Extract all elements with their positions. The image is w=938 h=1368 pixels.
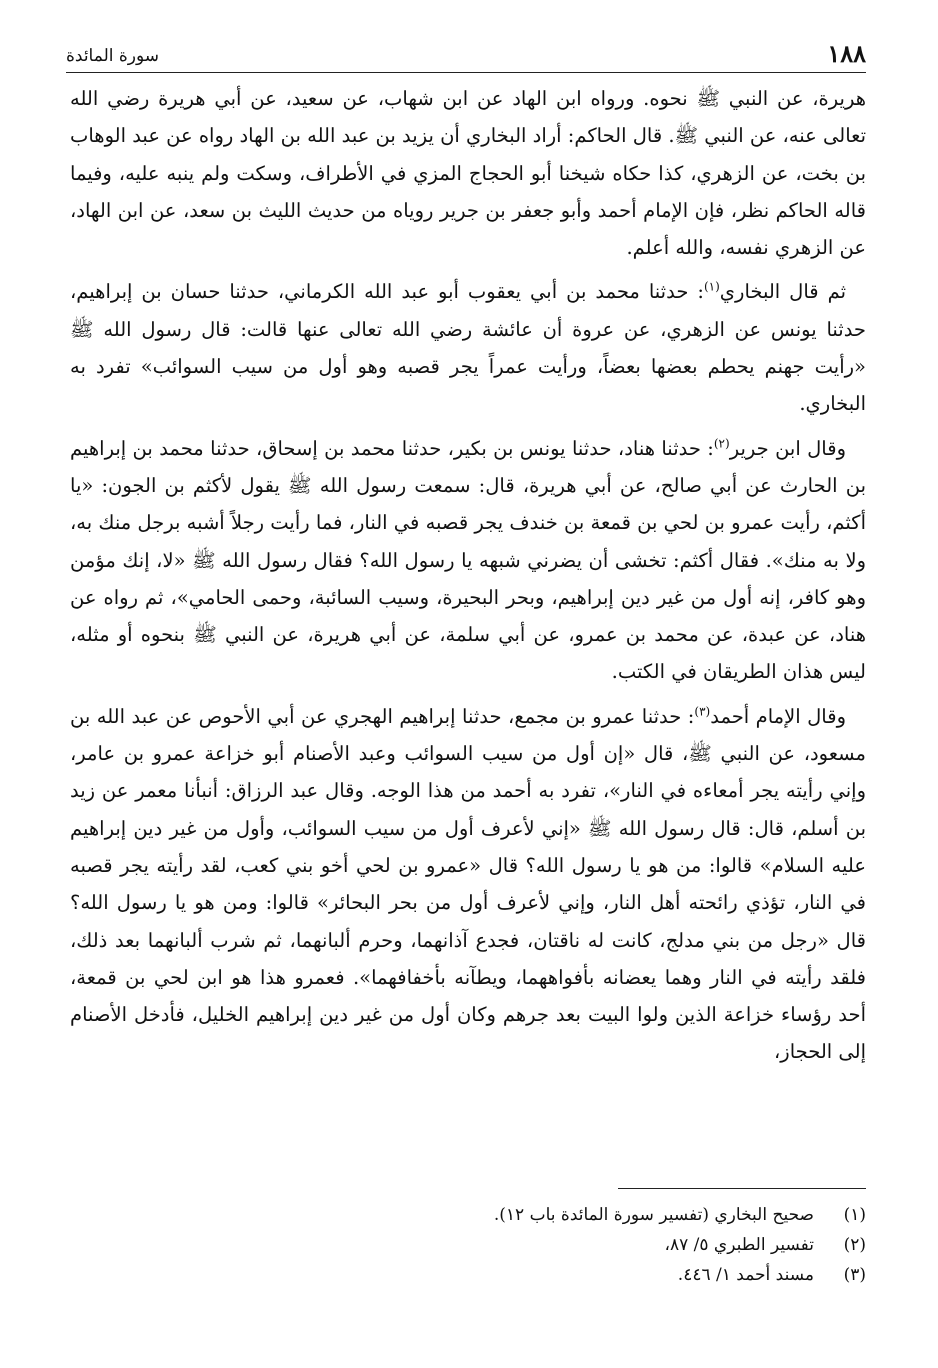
paragraph-4-lead: وقال الإمام أحمد [710, 704, 846, 728]
footnotes [266, 1200, 866, 1290]
paragraph-3-lead: وقال ابن جرير [729, 436, 846, 460]
footnote-ref-2[interactable]: (٢) [713, 436, 730, 451]
footnote-text: تفسير الطبري ٥/ ٨٧، [664, 1235, 814, 1255]
paragraph-4 [70, 698, 866, 1071]
footnote-ref-3[interactable]: (٣) [694, 704, 711, 719]
page-number: ١٨٨ [827, 39, 866, 68]
paragraph-3-text: : حدثنا هناد، حدثنا يونس بن بكير، حدثنا محمد بن إسحاق، حدثنا محمد بن إبراهيم بن الحارث عن أبي صالح، عن أبي هريرة، قال: سمعت رسول الله ﷺ يقول لأكثم بن الجون: «يا أكثم، رأيت عمرو بن لحي بن قمعة بن خندف يجر قصبه في النار، فما رأيت رجلاً أشبه برجل منك به، ولا به منك». فقال أكثم: تخشى أن يضرني شبهه يا رسول الله؟ فقال رسول الله ﷺ «لا، إنك مؤمن وهو كافر، إنه أول من غير دين إبراهيم، وبحر البحيرة، وسيب السائبة، وحمى الحامي»، ثم رواه عن هناد، عن عبدة، عن محمد بن عمرو، عن أبي سلمة، عن أبي هريرة، عن النبي ﷺ بنحوه أو مثله، ليس هذان الطريقان في الكتب. [70, 436, 866, 684]
footnote-3 [266, 1260, 866, 1290]
paragraph-2 [70, 273, 866, 422]
footnote-ref-1[interactable]: (١) [703, 279, 720, 294]
main-text [70, 80, 866, 1071]
footnote-text: صحيح البخاري (تفسير سورة المائدة باب ١٢). [493, 1205, 814, 1225]
paragraph-2-lead: ثم قال البخاري [719, 280, 846, 304]
footnote-number: (٢) [843, 1235, 866, 1255]
footnote-2 [266, 1230, 866, 1260]
paragraph-2-text: : حدثنا محمد بن أبي يعقوب أبو عبد الله الكرماني، حدثنا حسان بن إبراهيم، حدثنا يونس عن الزهري، عن عروة أن عائشة رضي الله تعالى عنها قالت: قال رسول الله ﷺ «رأيت جهنم يحطم بعضها بعضاً، ورأيت عمراً يجر قصبه وهو أول من سيب السوائب» تفرد به البخاري. [70, 280, 866, 416]
page-header [66, 38, 866, 73]
footnote-divider [618, 1188, 866, 1189]
footnote-number: (١) [843, 1205, 866, 1225]
footnote-1 [266, 1200, 866, 1230]
paragraph-3 [70, 430, 866, 691]
footnote-number: (٣) [843, 1265, 866, 1285]
surah-name: سورة المائدة [66, 46, 160, 66]
paragraph-4-text: : حدثنا عمرو بن مجمع، حدثنا إبراهيم الهجري عن أبي الأحوص عن عبد الله بن مسعود، عن النبي ﷺ، قال «إن أول من سيب السوائب وعبد الأصنام أبو خزاعة عمرو بن عامر، وإني رأيته يجر أمعاءه في النار»، تفرد به أحمد من هذا الوجه. وقال عبد الرزاق: أنبأنا معمر عن زيد بن أسلم، قال: قال رسول الله ﷺ «إني لأعرف أول من سيب السوائب، وأول من غير دين إبراهيم عليه السلام» قالوا: من هو يا رسول الله؟ قال «عمرو بن لحي أخو بني كعب، لقد رأيته يجر قصبه في النار، تؤذي رائحته أهل النار، وإني لأعرف أول من بحر البحائر» قالوا: ومن هو يا رسول الله؟ قال «رجل من بني مدلج، كانت له ناقتان، فجدع آذانهما، وحرم ألبانهما، ثم شرب ألبانهما بعد ذلك، فلقد رأيته في النار وهما يعضانه بأفواههما، ويطآنه بأخفافهما». فعمرو هذا هو ابن لحي بن قمعة، أحد رؤساء خزاعة الذين ولوا البيت بعد جرهم وكان أول من غير دين إبراهيم الخليل، فأدخل الأصنام إلى الحجاز، [70, 704, 866, 1064]
paragraph-1: هريرة، عن النبي ﷺ نحوه. ورواه ابن الهاد عن ابن شهاب، عن سعيد، عن أبي هريرة رضي الله تعالى عنه، عن النبي ﷺ. قال الحاكم: أراد البخاري أن يزيد بن عبد الله بن الهاد رواه عن عبد الوهاب بن بخت، عن الزهري، كذا حكاه شيخنا أبو الحجاج المزي في الأطراف، وسكت ولم ينبه عليه، وفيما قاله الحاكم نظر، فإن الإمام أحمد وأبو جعفر بن جرير روياه من حديث الليث بن سعد، عن ابن الهاد، عن الزهري نفسه، والله أعلم. [69, 87, 866, 260]
footnote-text: مسند أحمد ١/ ٤٤٦. [677, 1265, 814, 1285]
